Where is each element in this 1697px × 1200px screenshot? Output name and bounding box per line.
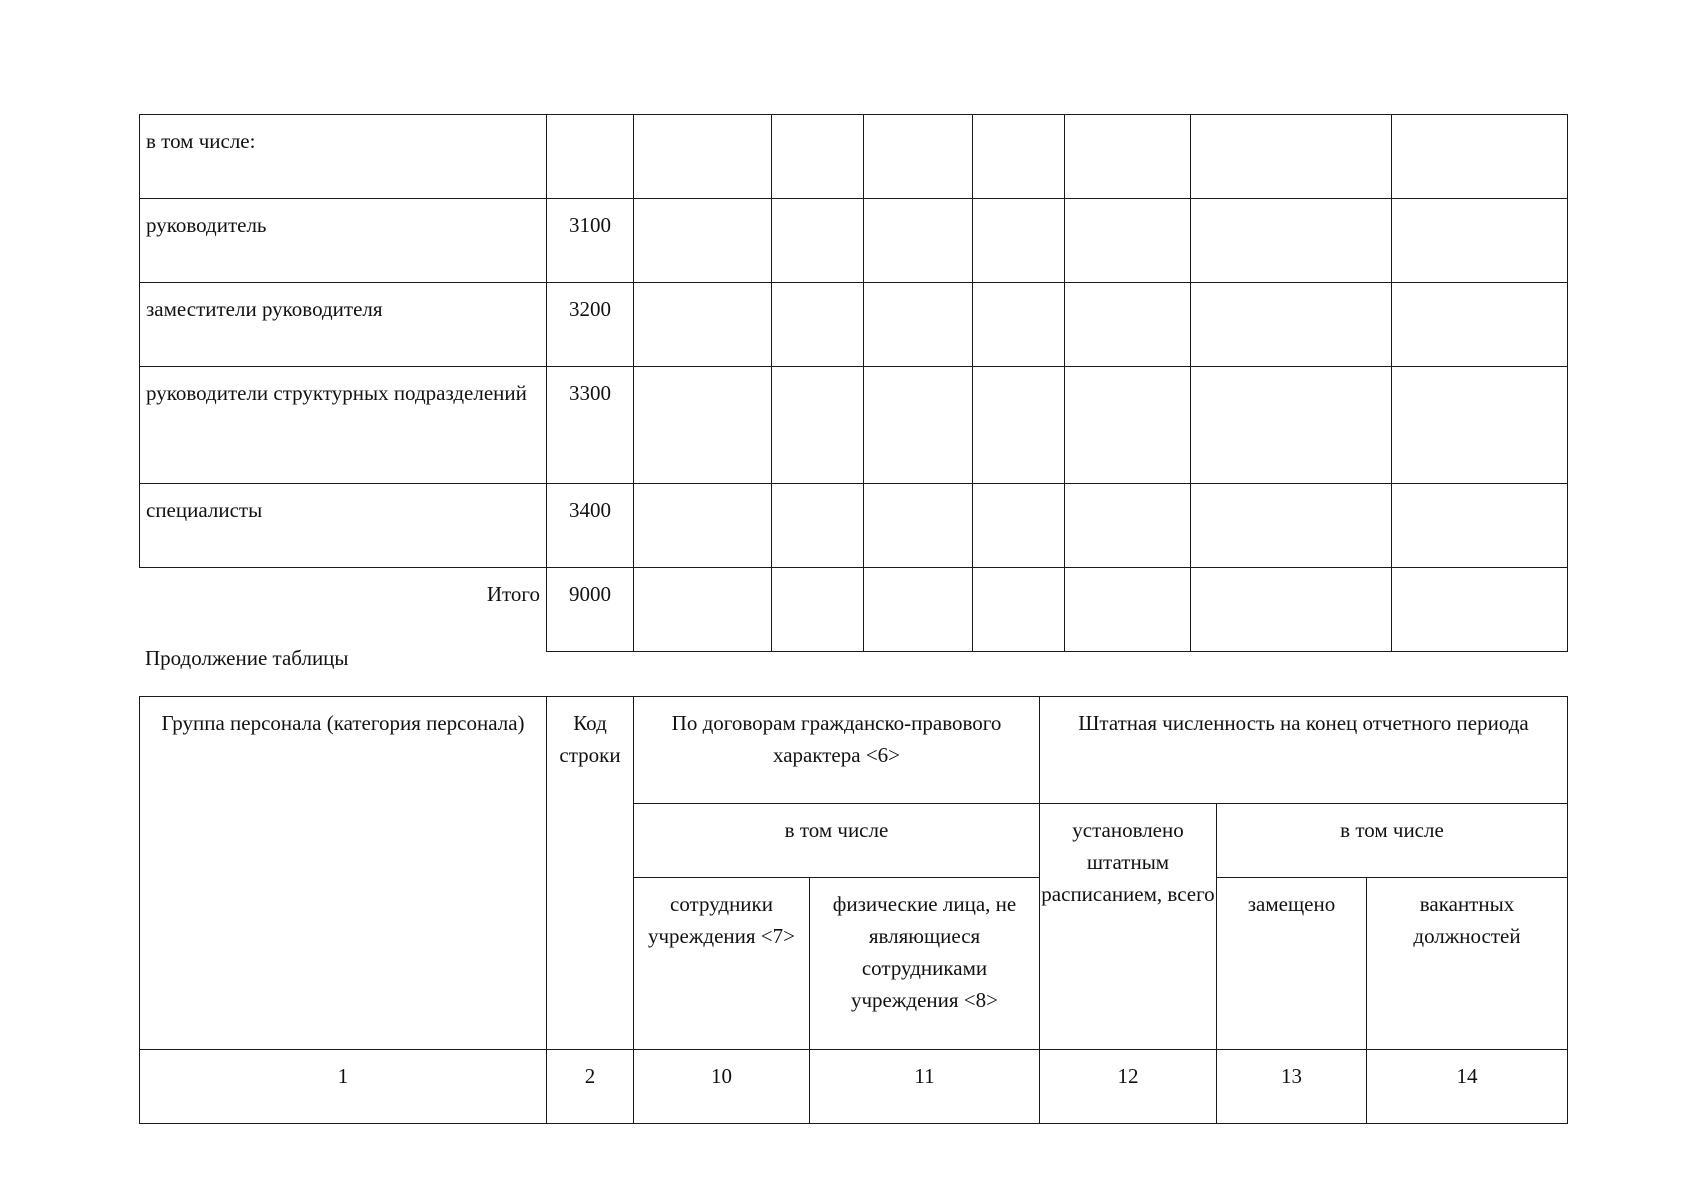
total-row [140, 568, 1568, 652]
header-established-total: установлено штатным расписанием, всего [1040, 804, 1217, 1050]
row-label: специалисты [140, 484, 547, 568]
row-code: 3400 [547, 484, 634, 568]
header-employees: сотрудники учреждения <7> [634, 878, 810, 1050]
empty-cell [772, 115, 864, 199]
header-code: Код строки [547, 697, 634, 1050]
empty-cell [1392, 283, 1568, 367]
column-number: 2 [547, 1050, 634, 1124]
empty-cell [864, 568, 973, 652]
column-number: 1 [140, 1050, 547, 1124]
empty-cell [973, 367, 1065, 484]
header-group: Группа персонала (категория персонала) [140, 697, 547, 1050]
empty-cell [973, 283, 1065, 367]
table-row [140, 367, 1568, 484]
empty-cell [864, 199, 973, 283]
empty-cell [973, 484, 1065, 568]
empty-cell [864, 115, 973, 199]
total-code: 9000 [547, 568, 634, 652]
empty-cell [1191, 115, 1392, 199]
empty-cell [634, 484, 772, 568]
empty-cell [634, 115, 772, 199]
empty-cell [772, 199, 864, 283]
empty-cell [973, 199, 1065, 283]
row-code: 3300 [547, 367, 634, 484]
header-staff-count: Штатная численность на конец отчетного периода [1040, 697, 1568, 804]
header-filled: замещено [1217, 878, 1367, 1050]
empty-cell [973, 115, 1065, 199]
empty-cell [1392, 568, 1568, 652]
empty-cell [634, 283, 772, 367]
row-code: 3200 [547, 283, 634, 367]
empty-cell [1191, 484, 1392, 568]
table-continuation-caption: Продолжение таблицы [145, 646, 349, 670]
staff-table-continued [139, 696, 1568, 1124]
empty-cell [772, 568, 864, 652]
empty-cell [1392, 367, 1568, 484]
empty-cell [1065, 199, 1191, 283]
column-number: 11 [810, 1050, 1040, 1124]
empty-cell [1065, 115, 1191, 199]
table-row [140, 199, 1568, 283]
header-non-employees: физические лица, не являющиеся сотрудниками учреждения <8> [810, 878, 1040, 1050]
row-label: заместители руководителя [140, 283, 547, 367]
table-row [140, 115, 1568, 199]
empty-cell [634, 568, 772, 652]
empty-cell [864, 283, 973, 367]
column-number: 12 [1040, 1050, 1217, 1124]
column-number: 13 [1217, 1050, 1367, 1124]
empty-cell [1065, 484, 1191, 568]
empty-cell [1191, 568, 1392, 652]
column-number-row [140, 1050, 1568, 1124]
empty-cell [973, 568, 1065, 652]
header-row [140, 697, 1568, 804]
header-incl-staff: в том числе [1217, 804, 1568, 878]
total-label: Итого [140, 568, 547, 652]
empty-cell [1392, 115, 1568, 199]
empty-cell [1191, 283, 1392, 367]
row-label: руководители структурных подразделений [140, 367, 547, 484]
table-row [140, 484, 1568, 568]
row-code [547, 115, 634, 199]
header-vacant: вакантных должностей [1367, 878, 1568, 1050]
staff-table-top [139, 114, 1568, 652]
empty-cell [1392, 484, 1568, 568]
table-row [140, 283, 1568, 367]
empty-cell [1065, 568, 1191, 652]
empty-cell [1191, 199, 1392, 283]
column-number: 14 [1367, 1050, 1568, 1124]
empty-cell [1392, 199, 1568, 283]
empty-cell [772, 283, 864, 367]
empty-cell [772, 484, 864, 568]
empty-cell [634, 199, 772, 283]
row-code: 3100 [547, 199, 634, 283]
empty-cell [1065, 283, 1191, 367]
column-number: 10 [634, 1050, 810, 1124]
empty-cell [864, 367, 973, 484]
empty-cell [1065, 367, 1191, 484]
header-incl-civil: в том числе [634, 804, 1040, 878]
empty-cell [634, 367, 772, 484]
empty-cell [772, 367, 864, 484]
empty-cell [864, 484, 973, 568]
row-label: в том числе: [140, 115, 547, 199]
row-label: руководитель [140, 199, 547, 283]
empty-cell [1191, 367, 1392, 484]
header-civil-contracts: По договорам гражданско-правового характера <6> [634, 697, 1040, 804]
